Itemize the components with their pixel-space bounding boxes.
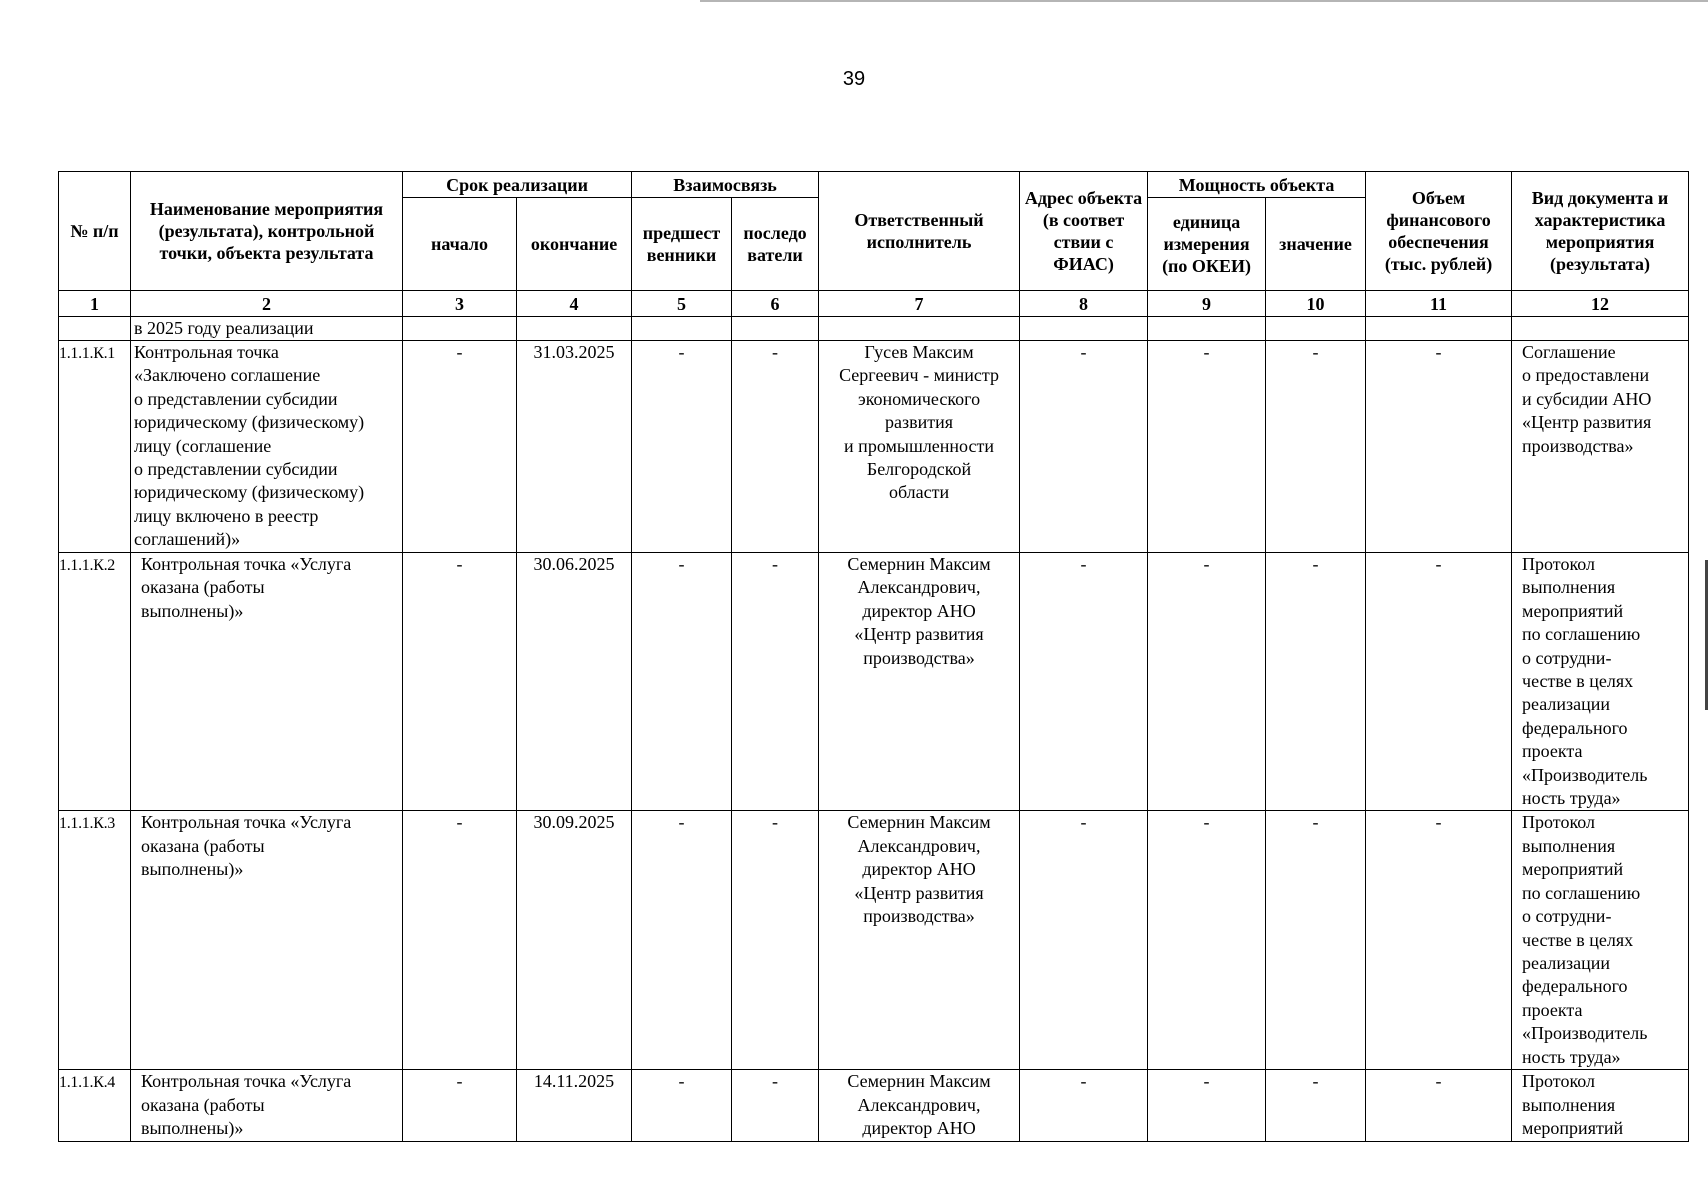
column-number: 7 xyxy=(819,291,1020,317)
section-label: в 2025 году реализации xyxy=(131,317,403,341)
name-line: Контрольная точка «Услуга xyxy=(141,554,352,574)
row-address: - xyxy=(1020,553,1148,811)
doc-line: мероприятий xyxy=(1522,859,1624,880)
doc-line: по соглашению xyxy=(1522,624,1641,645)
name-line: выполнены)» xyxy=(141,859,244,880)
header-term-group: Срок реализации xyxy=(403,172,632,198)
responsible-line: экономического xyxy=(857,388,981,409)
row-responsible xyxy=(819,811,1020,1070)
name-line: юридическому (физическому) xyxy=(134,412,365,433)
doc-line: о предоставлени xyxy=(1522,365,1650,386)
name-line: оказана (работы xyxy=(141,1094,265,1115)
row-finance: - xyxy=(1366,1070,1512,1141)
row-start: - xyxy=(403,341,517,553)
responsible-line: Александрович, xyxy=(857,1094,981,1115)
column-number: 6 xyxy=(732,291,819,317)
row-end: 30.06.2025 xyxy=(517,553,632,811)
header-start: начало xyxy=(403,198,517,291)
responsible-line: «Центр развития xyxy=(854,882,984,903)
header-value: значение xyxy=(1266,198,1366,291)
column-number: 4 xyxy=(517,291,632,317)
responsible-line: области xyxy=(888,482,950,503)
row-predecessors: - xyxy=(632,1070,732,1141)
row-finance: - xyxy=(1366,553,1512,811)
row-start: - xyxy=(403,553,517,811)
name-line: юридическому (физическому) xyxy=(134,482,365,503)
doc-line: мероприятий xyxy=(1522,600,1624,621)
column-number: 5 xyxy=(632,291,732,317)
header-unit: единица измерения (по ОКЕИ) xyxy=(1148,198,1266,291)
implementation-plan-table xyxy=(58,171,1689,1142)
header-successors: последо ватели xyxy=(732,198,819,291)
name-line: Контрольная точка «Услуга xyxy=(141,1071,352,1092)
header-finance: Объем финансового обеспечения (тыс. рублей) xyxy=(1366,172,1512,291)
column-number: 2 xyxy=(131,291,403,317)
table-row xyxy=(59,1070,1689,1141)
row-document xyxy=(1512,553,1689,811)
header-predecessors: предшест венники xyxy=(632,198,732,291)
table-row xyxy=(59,553,1689,811)
responsible-line: Сергеевич - министр xyxy=(839,365,999,386)
page-number: 39 xyxy=(842,68,866,90)
table-row xyxy=(59,811,1689,1070)
name-line: «Заключено соглашение xyxy=(134,365,321,386)
name-line: о представлении субсидии xyxy=(134,388,338,409)
doc-line: Соглашение xyxy=(1522,342,1616,362)
responsible-line: Семернин Максим xyxy=(847,1071,991,1092)
column-number: 1 xyxy=(59,291,131,317)
column-number: 3 xyxy=(403,291,517,317)
header-number: № п/п xyxy=(59,172,131,291)
row-name xyxy=(131,1070,403,1141)
responsible-line: и промышленности xyxy=(844,435,994,456)
header-responsible: Ответственный исполнитель xyxy=(819,172,1020,291)
column-number: 12 xyxy=(1512,291,1689,317)
responsible-line: «Центр развития xyxy=(854,624,984,645)
header-name: Наименование мероприятия (результата), контрольной точки, объекта результата xyxy=(131,172,403,291)
responsible-line: производства» xyxy=(863,906,975,927)
responsible-line: Александрович, xyxy=(857,577,981,598)
doc-line: честве в целях xyxy=(1522,671,1634,692)
doc-line: выполнения xyxy=(1522,835,1616,856)
doc-line: о сотрудни- xyxy=(1522,647,1612,668)
row-predecessors: - xyxy=(632,341,732,553)
column-number: 10 xyxy=(1266,291,1366,317)
row-predecessors: - xyxy=(632,553,732,811)
doc-line: «Центр развития xyxy=(1522,412,1652,433)
responsible-line: Семернин Максим xyxy=(847,812,991,833)
column-number: 11 xyxy=(1366,291,1512,317)
doc-line: реализации xyxy=(1522,952,1611,973)
row-successors: - xyxy=(732,811,819,1070)
top-scan-rule xyxy=(700,0,1708,2)
responsible-line: Белгородской xyxy=(866,459,972,480)
row-responsible xyxy=(819,1070,1020,1141)
row-value: - xyxy=(1266,553,1366,811)
row-name xyxy=(131,553,403,811)
doc-line: проекта xyxy=(1522,999,1583,1020)
row-successors: - xyxy=(732,1070,819,1141)
doc-line: проекта xyxy=(1522,741,1583,762)
row-finance: - xyxy=(1366,811,1512,1070)
responsible-line: директор АНО xyxy=(862,1118,976,1139)
doc-line: федерального xyxy=(1522,717,1628,738)
row-responsible xyxy=(819,553,1020,811)
doc-line: «Производитель xyxy=(1522,1023,1648,1044)
doc-line: честве в целях xyxy=(1522,929,1634,950)
header-address: Адрес объекта (в соответ ствии с ФИАС) xyxy=(1020,172,1148,291)
table-header xyxy=(59,172,1689,317)
row-unit: - xyxy=(1148,811,1266,1070)
responsible-line: производства» xyxy=(863,647,975,668)
table-body xyxy=(59,317,1689,1142)
name-line: лицу включено в реестр xyxy=(134,505,319,526)
row-successors: - xyxy=(732,553,819,811)
name-line: лицу (соглашение xyxy=(134,435,272,456)
header-end: окончание xyxy=(517,198,632,291)
row-address: - xyxy=(1020,341,1148,553)
doc-line: по соглашению xyxy=(1522,882,1641,903)
row-id: 1.1.1.К.2 xyxy=(59,553,131,811)
row-value: - xyxy=(1266,811,1366,1070)
name-line: Контрольная точка «Услуга xyxy=(141,812,352,833)
doc-line: и субсидии АНО xyxy=(1522,388,1652,409)
row-document xyxy=(1512,811,1689,1070)
row-end: 30.09.2025 xyxy=(517,811,632,1070)
section-row xyxy=(59,317,1689,341)
row-document xyxy=(1512,341,1689,553)
row-unit: - xyxy=(1148,553,1266,811)
row-finance: - xyxy=(1366,341,1512,553)
column-number: 9 xyxy=(1148,291,1266,317)
name-line: соглашений)» xyxy=(134,529,241,550)
doc-line: ность труда» xyxy=(1522,1046,1621,1067)
header-document: Вид документа и характеристика мероприятия (результата) xyxy=(1512,172,1689,291)
row-id: 1.1.1.К.4 xyxy=(59,1070,131,1141)
row-id: 1.1.1.К.1 xyxy=(59,341,131,553)
row-name xyxy=(131,341,403,553)
table-row xyxy=(59,341,1689,553)
doc-line: реализации xyxy=(1522,694,1611,715)
row-start: - xyxy=(403,811,517,1070)
row-start: - xyxy=(403,1070,517,1141)
doc-line: ность труда» xyxy=(1522,788,1621,809)
responsible-line: развития xyxy=(885,412,954,433)
responsible-line: директор АНО xyxy=(862,859,976,880)
name-line: выполнены)» xyxy=(141,600,244,621)
responsible-line: Семернин Максим xyxy=(847,554,991,574)
row-end: 14.11.2025 xyxy=(517,1070,632,1141)
row-responsible xyxy=(819,341,1020,553)
row-unit: - xyxy=(1148,341,1266,553)
row-address: - xyxy=(1020,1070,1148,1141)
name-line: оказана (работы xyxy=(141,835,265,856)
row-address: - xyxy=(1020,811,1148,1070)
responsible-line: директор АНО xyxy=(862,600,976,621)
row-value: - xyxy=(1266,1070,1366,1141)
row-predecessors: - xyxy=(632,811,732,1070)
row-unit: - xyxy=(1148,1070,1266,1141)
name-line: оказана (работы xyxy=(141,577,265,598)
doc-line: производства» xyxy=(1522,435,1634,456)
row-name xyxy=(131,811,403,1070)
doc-line: «Производитель xyxy=(1522,764,1648,785)
column-number-row xyxy=(59,291,1689,317)
name-line: Контрольная точка xyxy=(134,342,279,362)
doc-line: Протокол xyxy=(1522,554,1596,574)
doc-line: выполнения xyxy=(1522,577,1616,598)
responsible-line: Александрович, xyxy=(857,835,981,856)
column-number: 8 xyxy=(1020,291,1148,317)
row-id: 1.1.1.К.3 xyxy=(59,811,131,1070)
doc-line: мероприятий xyxy=(1522,1118,1624,1139)
row-value: - xyxy=(1266,341,1366,553)
row-successors: - xyxy=(732,341,819,553)
responsible-line: Гусев Максим xyxy=(864,342,974,362)
name-line: о представлении субсидии xyxy=(134,459,338,480)
row-document xyxy=(1512,1070,1689,1141)
name-line: выполнены)» xyxy=(141,1118,244,1139)
doc-line: Протокол xyxy=(1522,812,1596,833)
header-link-group: Взаимосвязь xyxy=(632,172,819,198)
doc-line: федерального xyxy=(1522,976,1628,997)
header-power-group: Мощность объекта xyxy=(1148,172,1366,198)
doc-line: выполнения xyxy=(1522,1094,1616,1115)
doc-line: Протокол xyxy=(1522,1071,1596,1092)
row-end: 31.03.2025 xyxy=(517,341,632,553)
doc-line: о сотрудни- xyxy=(1522,906,1612,927)
